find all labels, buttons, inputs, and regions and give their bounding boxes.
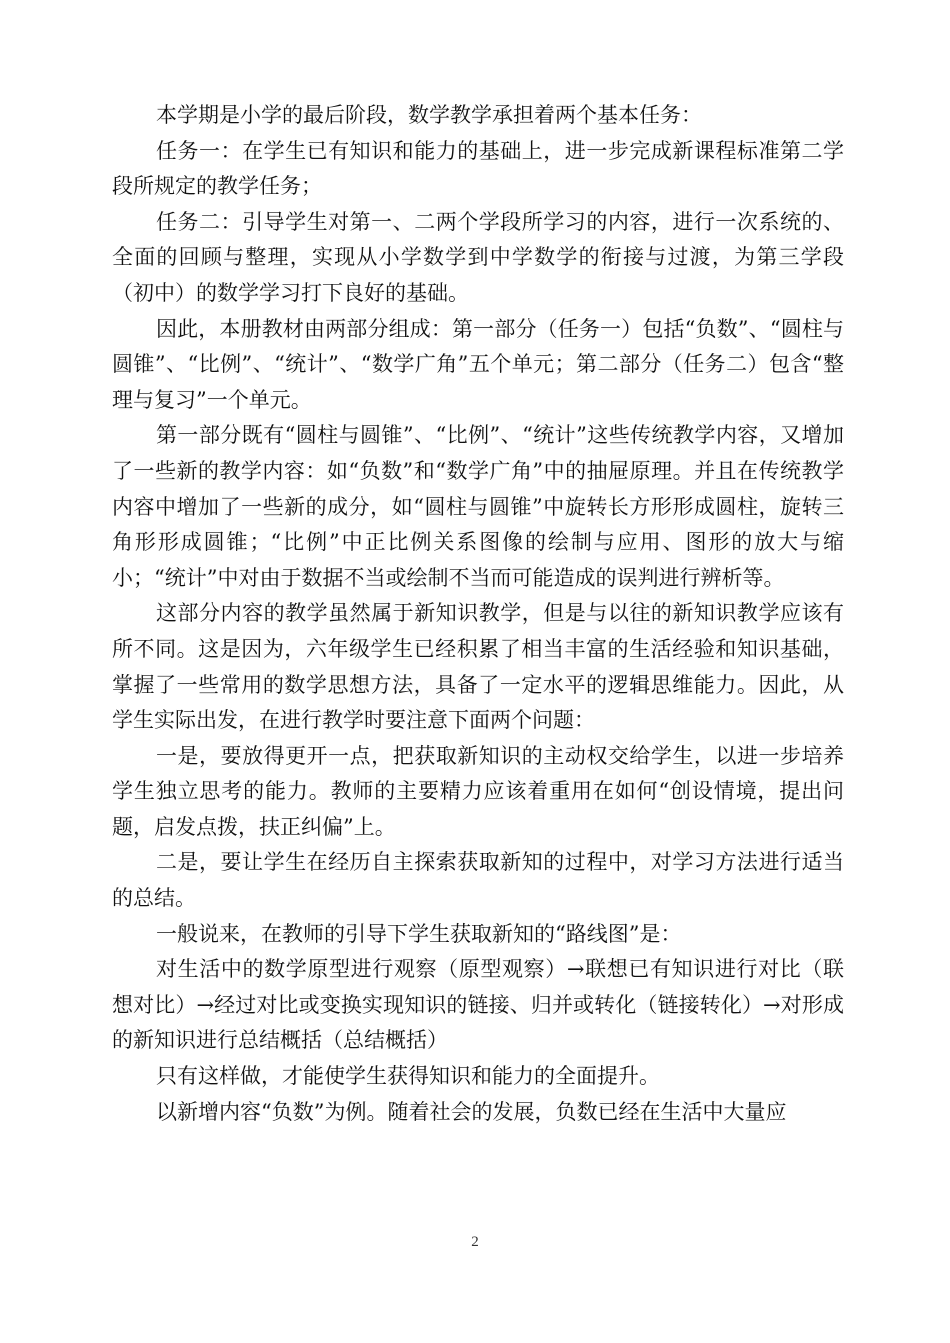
paragraph-point-one: 一是，要放得更开一点，把获取新知识的主动权交给学生，以进一步培养学生独立思考的能力。教师的主要精力应该着重用在如何“创设情境，提出问题，启发点拨，扶正纠偏”上。 xyxy=(112,743,844,839)
paragraph-task-two: 任务二：引导学生对第一、二两个学段所学习的内容，进行一次系统的、全面的回顾与整理，实现从小学数学到中学数学的衔接与过渡，为第三学段（初中）的数学学习打下良好的基础。 xyxy=(112,209,844,305)
page-number: 2 xyxy=(471,1234,479,1250)
paragraph-negative-number-example: 以新增内容“负数”为例。随着社会的发展，负数已经在生活中大量应 xyxy=(156,1099,787,1124)
document-body xyxy=(112,98,844,1130)
paragraph-teaching-differences: 这部分内容的教学虽然属于新知识教学，但是与以往的新知识教学应该有所不同。这是因为，六年级学生已经积累了相当丰富的生活经验和知识基础，掌握了一些常用的数学思想方法，具备了一定水平的逻辑思维能力。因此，从学生实际出发，在进行教学时要注意下面两个问题： xyxy=(112,601,844,733)
paragraph-textbook-structure: 因此，本册教材由两部分组成：第一部分（任务一）包括“负数”、“圆柱与圆锥”、“比例”、“统计”、“数学广角”五个单元；第二部分（任务二）包含“整理与复习”一个单元。 xyxy=(112,316,844,412)
paragraph-task-one: 任务一：在学生已有知识和能力的基础上，进一步完成新课程标准第二学段所规定的教学任务； xyxy=(112,138,844,199)
paragraph-roadmap-intro: 一般说来，在教师的引导下学生获取新知的“路线图”是： xyxy=(156,921,682,946)
paragraph-intro: 本学期是小学的最后阶段，数学教学承担着两个基本任务： xyxy=(156,103,702,127)
paragraph-conclusion: 只有这样做，才能使学生获得知识和能力的全面提升。 xyxy=(156,1064,660,1089)
paragraph-part-one-content: 第一部分既有“圆柱与圆锥”、“比例”、“统计”这些传统教学内容，又增加了一些新的教学内容：如“负数”和“数学广角”中的抽屉原理。并且在传统教学内容中增加了一些新的成分，如“圆柱与圆锥”中旋转长方形形成圆柱，旋转三角形形成圆锥；“比例”中正比例关系图像的绘制与应用、图形的放大与缩小；“统计”中对由于数据不当或绘制不当而可能造成的误判进行辨析等。 xyxy=(112,423,844,590)
paragraph-point-two: 二是，要让学生在经历自主探索获取新知的过程中，对学习方法进行适当的总结。 xyxy=(112,850,844,911)
paragraph-roadmap: 对生活中的数学原型进行观察（原型观察）→联想已有知识进行对比（联想对比）→经过对比或变换实现知识的链接、归并或转化（链接转化）→对形成的新知识进行总结概括（总结概括） xyxy=(112,957,844,1053)
